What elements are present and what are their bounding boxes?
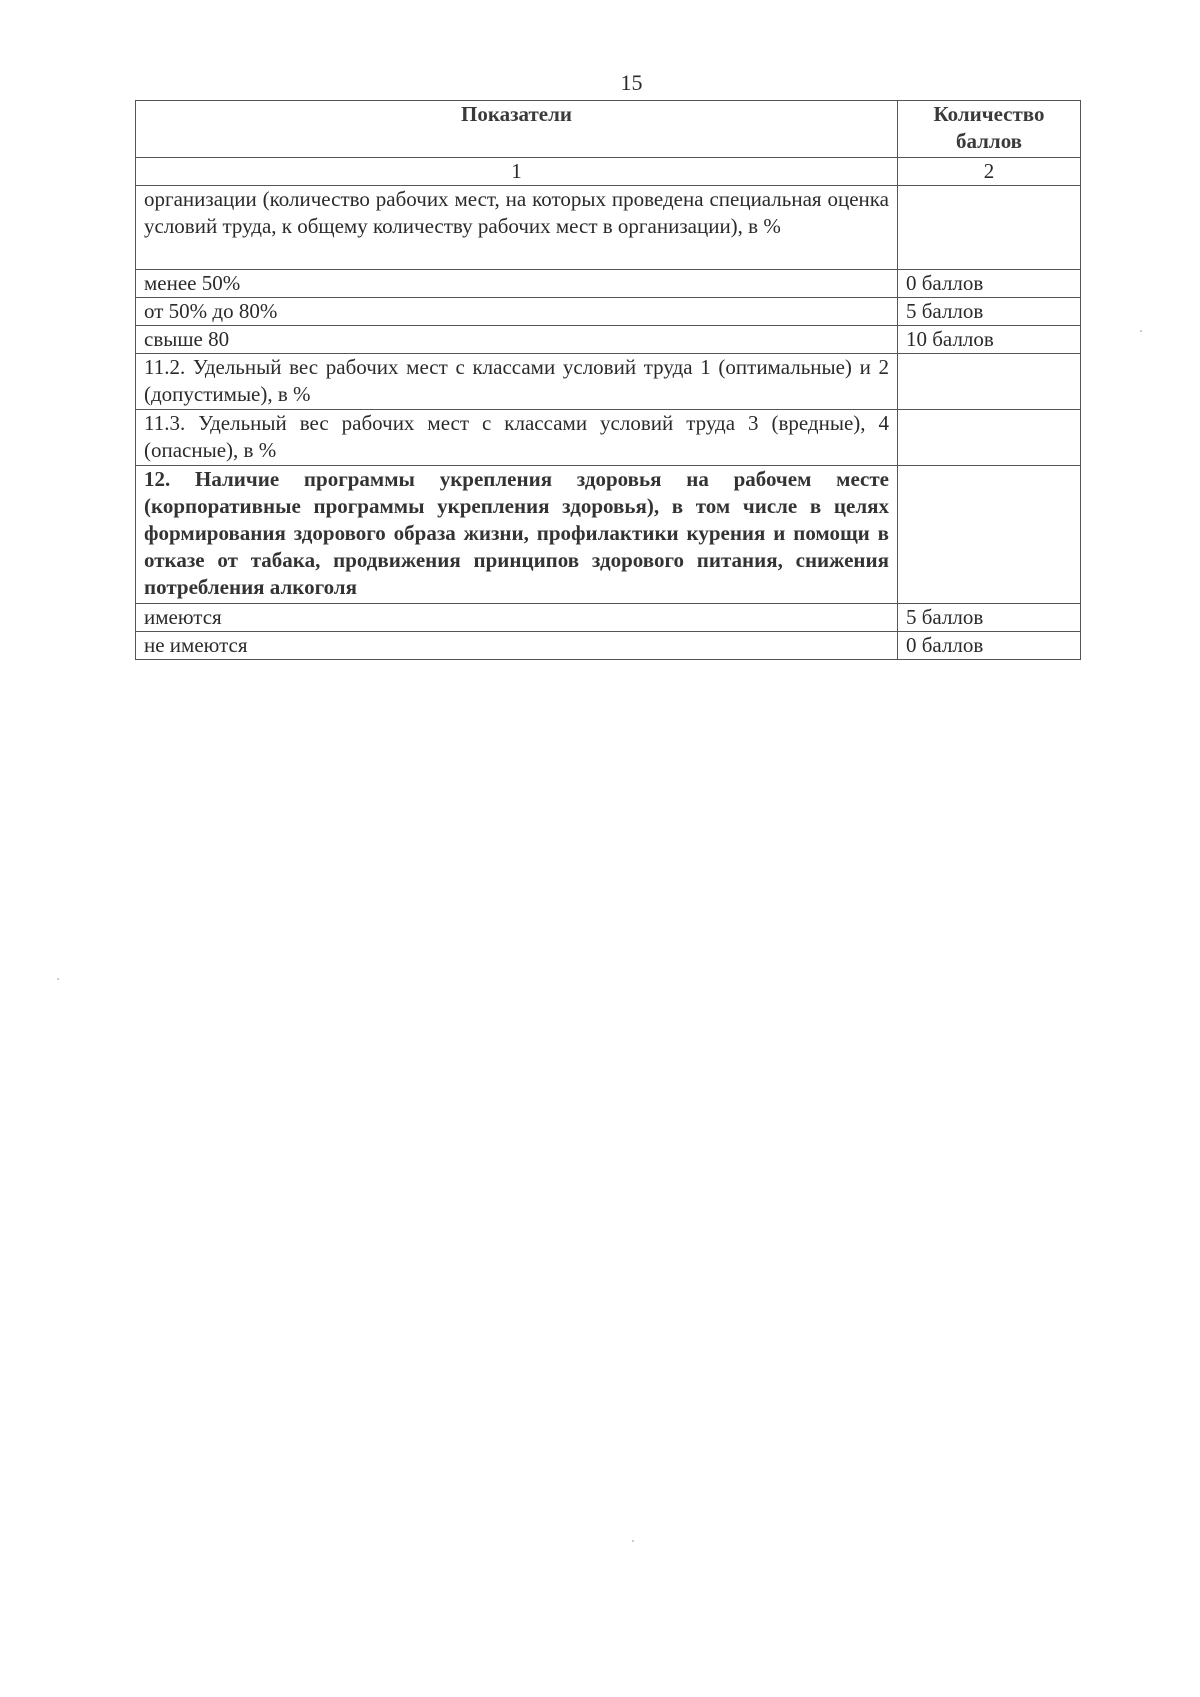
row-indicator: имеются	[136, 604, 898, 632]
row-score: 0 баллов	[898, 270, 1081, 298]
row-indicator: менее 50%	[136, 270, 898, 298]
table-row	[136, 326, 1081, 354]
table-row	[136, 354, 1081, 410]
row-score: 5 баллов	[898, 604, 1081, 632]
row-score: 0 баллов	[898, 632, 1081, 660]
scores-table	[135, 100, 1081, 660]
table-header-row	[136, 101, 1081, 158]
column-number-2: 2	[898, 158, 1081, 186]
table-row	[136, 298, 1081, 326]
table-row	[136, 410, 1081, 466]
row-indicator: 11.2. Удельный вес рабочих мест с классами условий труда 1 (оптимальные) и 2 (допустимые), в %	[136, 354, 898, 410]
page-number: 15	[620, 70, 643, 95]
row-indicator: не имеются	[136, 632, 898, 660]
column-number-1: 1	[136, 158, 898, 186]
row-score	[898, 186, 1081, 270]
table-row	[136, 604, 1081, 632]
header-indicators: Показатели	[136, 101, 898, 158]
row-indicator: 11.3. Удельный вес рабочих мест с классами условий труда 3 (вредные), 4 (опасные), в %	[136, 410, 898, 466]
row-indicator: от 50% до 80%	[136, 298, 898, 326]
table-row	[136, 270, 1081, 298]
row-score: 10 баллов	[898, 326, 1081, 354]
header-score-count: Количество баллов	[898, 101, 1081, 158]
scan-speck	[1140, 330, 1142, 332]
column-number-row	[136, 158, 1081, 186]
row-score	[898, 354, 1081, 410]
row-score	[898, 410, 1081, 466]
scan-speck	[632, 1540, 634, 1542]
row-indicator: организации (количество рабочих мест, на которых проведена специальная оценка условий труда, к общему количеству рабочих мест в организации), в %	[136, 186, 898, 270]
table-row	[136, 466, 1081, 604]
row-score	[898, 466, 1081, 604]
scan-speck	[57, 978, 59, 980]
table-row	[136, 186, 1081, 270]
row-indicator: свыше 80	[136, 326, 898, 354]
table-row	[136, 632, 1081, 660]
row-indicator: 12. Наличие программы укрепления здоровья на рабочем месте (корпоративные программы укрепления здоровья), в том числе в целях формирования здорового образа жизни, профилактики курения и помощи в отказе от табака, продвижения принципов здорового питания, снижения потребления алкоголя	[136, 466, 898, 604]
row-score: 5 баллов	[898, 298, 1081, 326]
